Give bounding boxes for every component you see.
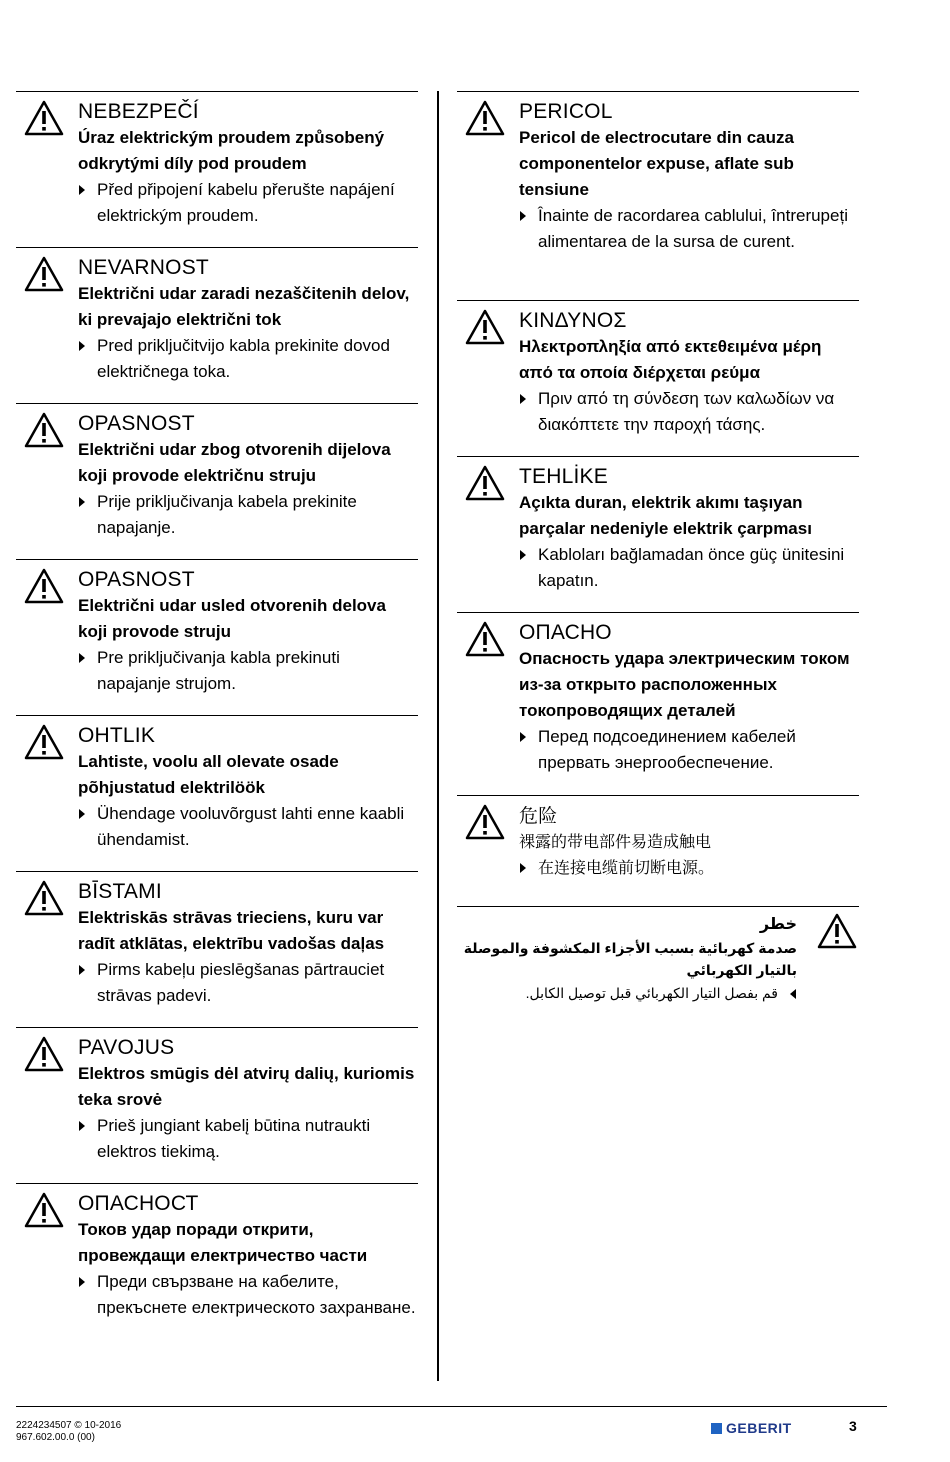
warning-content [519, 301, 859, 438]
triangle-bullet-icon [520, 863, 526, 873]
triangle-bullet-icon [79, 1277, 85, 1287]
warning-title: NEVARNOST [78, 256, 209, 279]
page-number: 3 [849, 1418, 857, 1434]
warning-subtitle: 裸露的带电部件易造成触电 [519, 832, 712, 851]
instruction-text: Înainte de racordarea cablului, întrerupeți alimentarea de la sursa de curent. [538, 206, 848, 251]
triangle-bullet-icon [79, 653, 85, 663]
warning-triangle-icon [465, 465, 505, 501]
triangle-bullet-icon [79, 1121, 85, 1131]
triangle-bullet-icon [79, 185, 85, 195]
instruction-text: Πριν από τη σύνδεση των καλωδίων να διακόπτετε την παροχή τάσης. [538, 389, 835, 434]
warning-triangle-icon [24, 256, 64, 292]
warning-subtitle: Lahtiste, voolu all olevate osade põhjustatud elektrilöök [78, 752, 339, 797]
warning-triangle-icon [24, 412, 64, 448]
instruction-text: Pred priključitvijo kabla prekinite dovod električnega toka. [97, 336, 390, 381]
warning-triangle-icon [465, 100, 505, 136]
triangle-bullet-icon [79, 341, 85, 351]
warning-content [78, 1028, 418, 1165]
footer-divider [16, 1406, 887, 1407]
triangle-bullet-icon [79, 965, 85, 975]
warning-title: TEHLİKE [519, 465, 608, 488]
instruction-text: Pre priključivanja kabla prekinuti napajanje strujom. [97, 648, 340, 693]
warning-instruction [78, 1113, 418, 1165]
warning-instruction [78, 957, 418, 1009]
warning-instruction [78, 645, 418, 697]
warning-content [78, 872, 418, 1009]
warning-block-ru [457, 612, 859, 795]
warning-instruction [78, 489, 418, 541]
triangle-bullet-icon [520, 211, 526, 221]
warning-block-sr [16, 559, 418, 715]
instruction-text: Před připojení kabelu přerušte napájení elektrickým proudem. [97, 180, 395, 225]
warning-title: BĪSTAMI [78, 880, 162, 903]
warning-instruction [519, 724, 859, 776]
triangle-bullet-icon [520, 732, 526, 742]
brand-logo [711, 1420, 792, 1436]
instruction-text: Ühendage vooluvõrgust lahti enne kaabli ühendamist. [97, 804, 405, 849]
warning-block-et [16, 715, 418, 871]
warning-block-zh [457, 795, 859, 906]
warning-title: ΚΙΝΔΥΝΟΣ [519, 309, 627, 332]
footer-meta [16, 1420, 121, 1444]
warning-block-ar [457, 906, 859, 1026]
part-number: 967.602.00.0 (00) [16, 1432, 95, 1443]
warning-triangle-icon [465, 804, 505, 840]
warning-title: NEBEZPEČÍ [78, 100, 199, 123]
warning-block-tr [457, 456, 859, 612]
warning-title: OHTLIK [78, 724, 156, 747]
warning-block-lt [16, 1027, 418, 1183]
right-column [457, 91, 859, 1026]
warning-subtitle: Pericol de electrocutare din cauza componentelor expuse, aflate sub tensiune [519, 128, 794, 199]
instruction-text: Перед подсоединением кабелей прервать энергообеспечение. [538, 727, 796, 772]
warning-title: ОПАСНО [519, 621, 612, 644]
warning-triangle-icon [465, 309, 505, 345]
warning-triangle-icon [24, 568, 64, 604]
warning-content [78, 560, 418, 697]
warning-instruction [519, 542, 859, 594]
instruction-text: 在连接电缆前切断电源。 [538, 858, 715, 877]
warning-triangle-icon [24, 100, 64, 136]
warning-title: ОПАСНОСТ [78, 1192, 199, 1215]
triangle-bullet-icon [79, 809, 85, 819]
warning-subtitle: Elektriskās strāvas trieciens, kuru var radīt atklātas, elektrību vadošas daļas [78, 908, 385, 953]
warning-content [457, 907, 797, 1005]
warning-block-sl [16, 247, 418, 403]
warning-instruction [78, 177, 418, 229]
warning-block-bg [16, 1183, 418, 1379]
warning-block-hr [16, 403, 418, 559]
warning-subtitle: صدمة كهربائية بسبب الأجزاء المكشوفة والموصلة بالتيار الكهربائي [463, 940, 797, 978]
warning-title: OPASNOST [78, 568, 195, 591]
column-divider [437, 91, 439, 1381]
doc-number: 2224234507 © 10-2016 [16, 1420, 122, 1431]
warning-instruction [457, 981, 797, 1005]
logo-square-icon [711, 1423, 722, 1434]
instruction-text: قم بفصل التيار الكهربائي قبل توصيل الكابل. [525, 985, 778, 1001]
warning-subtitle: Ηλεκτροπληξία από εκτεθειμένα μέρη από τα οποία διέρχεται ρεύμα [519, 337, 822, 382]
warning-subtitle: Električni udar zaradi nezaščitenih delov, ki prevajajo električni tok [78, 284, 410, 329]
warning-block-lv [16, 871, 418, 1027]
warning-subtitle: Električni udar zbog otvorenih dijelova koji provode električnu struju [78, 440, 391, 485]
warning-instruction [519, 203, 859, 255]
warning-content [519, 796, 859, 881]
warning-content [78, 248, 418, 385]
warning-instruction [519, 386, 859, 438]
triangle-bullet-icon [520, 550, 526, 560]
brand-name: GEBERIT [726, 1420, 792, 1436]
instruction-text: Prieš jungiant kabelį būtina nutraukti elektros tiekimą. [97, 1116, 371, 1161]
warning-instruction [78, 333, 418, 385]
instruction-text: Kabloları bağlamadan önce güç ünitesini kapatın. [538, 545, 845, 590]
warning-title: PERICOL [519, 100, 613, 123]
triangle-bullet-icon [79, 497, 85, 507]
instruction-text: Prije priključivanja kabela prekinite napajanje. [97, 492, 357, 537]
warning-subtitle: Açıkta duran, elektrik akımı taşıyan parçalar nedeniyle elektrik çarpması [519, 493, 812, 538]
warning-subtitle: Токов удар поради открити, провеждащи електричество части [78, 1220, 368, 1265]
warning-content [78, 404, 418, 541]
warning-content [78, 1184, 418, 1321]
triangle-bullet-icon [520, 394, 526, 404]
warning-instruction [78, 801, 418, 853]
warning-subtitle: Električni udar usled otvorenih delova koji provode struju [78, 596, 386, 641]
warning-triangle-icon [24, 1192, 64, 1228]
warning-instruction [519, 855, 859, 881]
warning-subtitle: Опасность удара электрическим током из-за открыто расположенных токопроводящих деталей [519, 649, 850, 720]
triangle-bullet-icon [790, 989, 796, 999]
warning-title: 危险 [519, 805, 558, 827]
warning-content [519, 613, 859, 776]
warning-subtitle: Elektros smūgis dėl atvirų dalių, kuriomis teka srovė [78, 1064, 415, 1109]
warning-title: خطر [759, 916, 797, 933]
warning-title: OPASNOST [78, 412, 195, 435]
warning-triangle-icon [24, 724, 64, 760]
warning-block-el [457, 300, 859, 456]
warning-content [519, 457, 859, 594]
warning-instruction [78, 1269, 418, 1321]
left-column [16, 91, 418, 1379]
warning-content [519, 92, 859, 255]
warning-triangle-icon [465, 621, 505, 657]
instruction-text: Преди свързване на кабелите, прекъснете електрическото захранване. [97, 1272, 416, 1317]
warning-subtitle: Úraz elektrickým proudem způsobený odkrytými díly pod proudem [78, 128, 385, 173]
warning-block-cs [16, 91, 418, 247]
warning-triangle-icon [24, 880, 64, 916]
warning-triangle-icon [24, 1036, 64, 1072]
warning-title: PAVOJUS [78, 1036, 175, 1059]
warning-content [78, 716, 418, 853]
instruction-text: Pirms kabeļu pieslēgšanas pārtrauciet strāvas padevi. [97, 960, 385, 1005]
warning-triangle-icon [817, 913, 857, 949]
warning-content [78, 92, 418, 229]
warning-block-ro [457, 91, 859, 300]
